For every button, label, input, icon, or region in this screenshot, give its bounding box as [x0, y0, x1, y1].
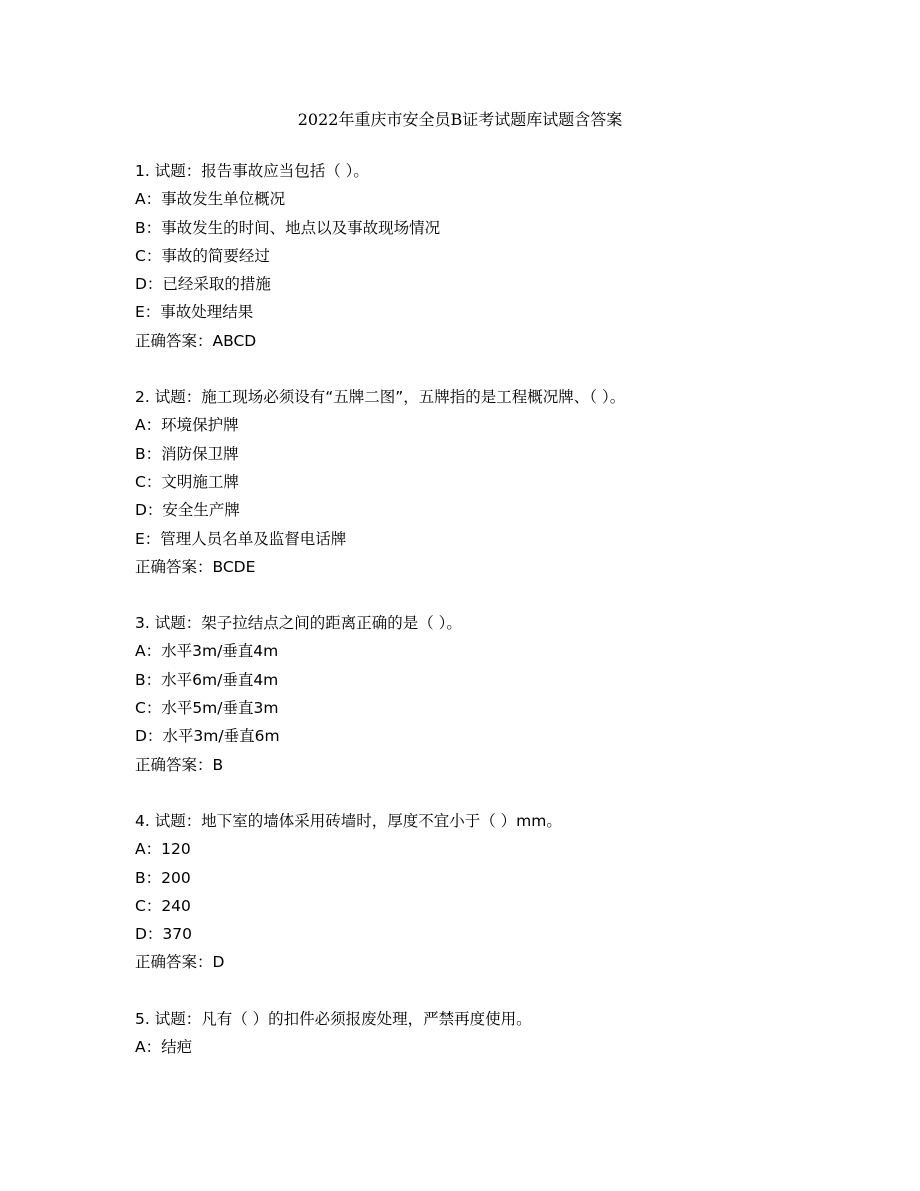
question-2	[135, 383, 835, 581]
option-a: A：环境保护牌	[135, 416, 239, 435]
correct-answer: 正确答案：D	[135, 953, 225, 972]
option-d: D：370	[135, 925, 193, 944]
option-c: C：事故的简要经过	[135, 246, 270, 265]
question-1	[135, 157, 835, 355]
correct-answer: 正确答案：B	[135, 755, 224, 774]
question-stem: 1. 试题：报告事故应当包括（ ）。	[135, 162, 369, 180]
option-a: A：结疤	[135, 1038, 193, 1057]
correct-answer: 正确答案：ABCD	[135, 331, 257, 350]
option-e: E：事故处理结果	[135, 303, 254, 322]
option-c: C：水平5m/垂直3m	[135, 699, 279, 718]
option-d: D：已经采取的措施	[135, 275, 271, 294]
question-4	[135, 807, 835, 977]
correct-answer: 正确答案：BCDE	[135, 557, 256, 576]
question-list	[135, 157, 835, 1089]
document-title: 2022年重庆市安全员B证考试题库试题含答案	[297, 110, 623, 129]
option-e: E：管理人员名单及监督电话牌	[135, 529, 347, 548]
option-b: B：消防保卫牌	[135, 444, 239, 463]
option-c: C：文明施工牌	[135, 472, 239, 491]
question-stem: 5. 试题：凡有（ ）的扣件必须报废处理，严禁再度使用。	[135, 1009, 532, 1028]
option-a: A：120	[135, 840, 191, 859]
option-c: C：240	[135, 896, 191, 915]
option-a: A：水平3m/垂直4m	[135, 642, 279, 661]
option-d: D：安全生产牌	[135, 501, 240, 520]
question-stem: 2. 试题：施工现场必须设有“五牌二图”，五牌指的是工程概况牌、（ ）。	[135, 388, 626, 407]
question-5	[135, 1005, 835, 1062]
question-stem: 3. 试题：架子拉结点之间的距离正确的是（ ）。	[135, 614, 462, 633]
option-b: B：200	[135, 868, 191, 887]
option-b: B：水平6m/垂直4m	[135, 670, 279, 689]
question-stem: 4. 试题：地下室的墙体采用砖墙时，厚度不宜小于（ ）mm。	[135, 811, 562, 830]
option-a: A：事故发生单位概况	[135, 190, 286, 209]
option-d: D：水平3m/垂直6m	[135, 727, 280, 746]
question-3	[135, 609, 835, 779]
option-b: B：事故发生的时间、地点以及事故现场情况	[135, 218, 441, 237]
